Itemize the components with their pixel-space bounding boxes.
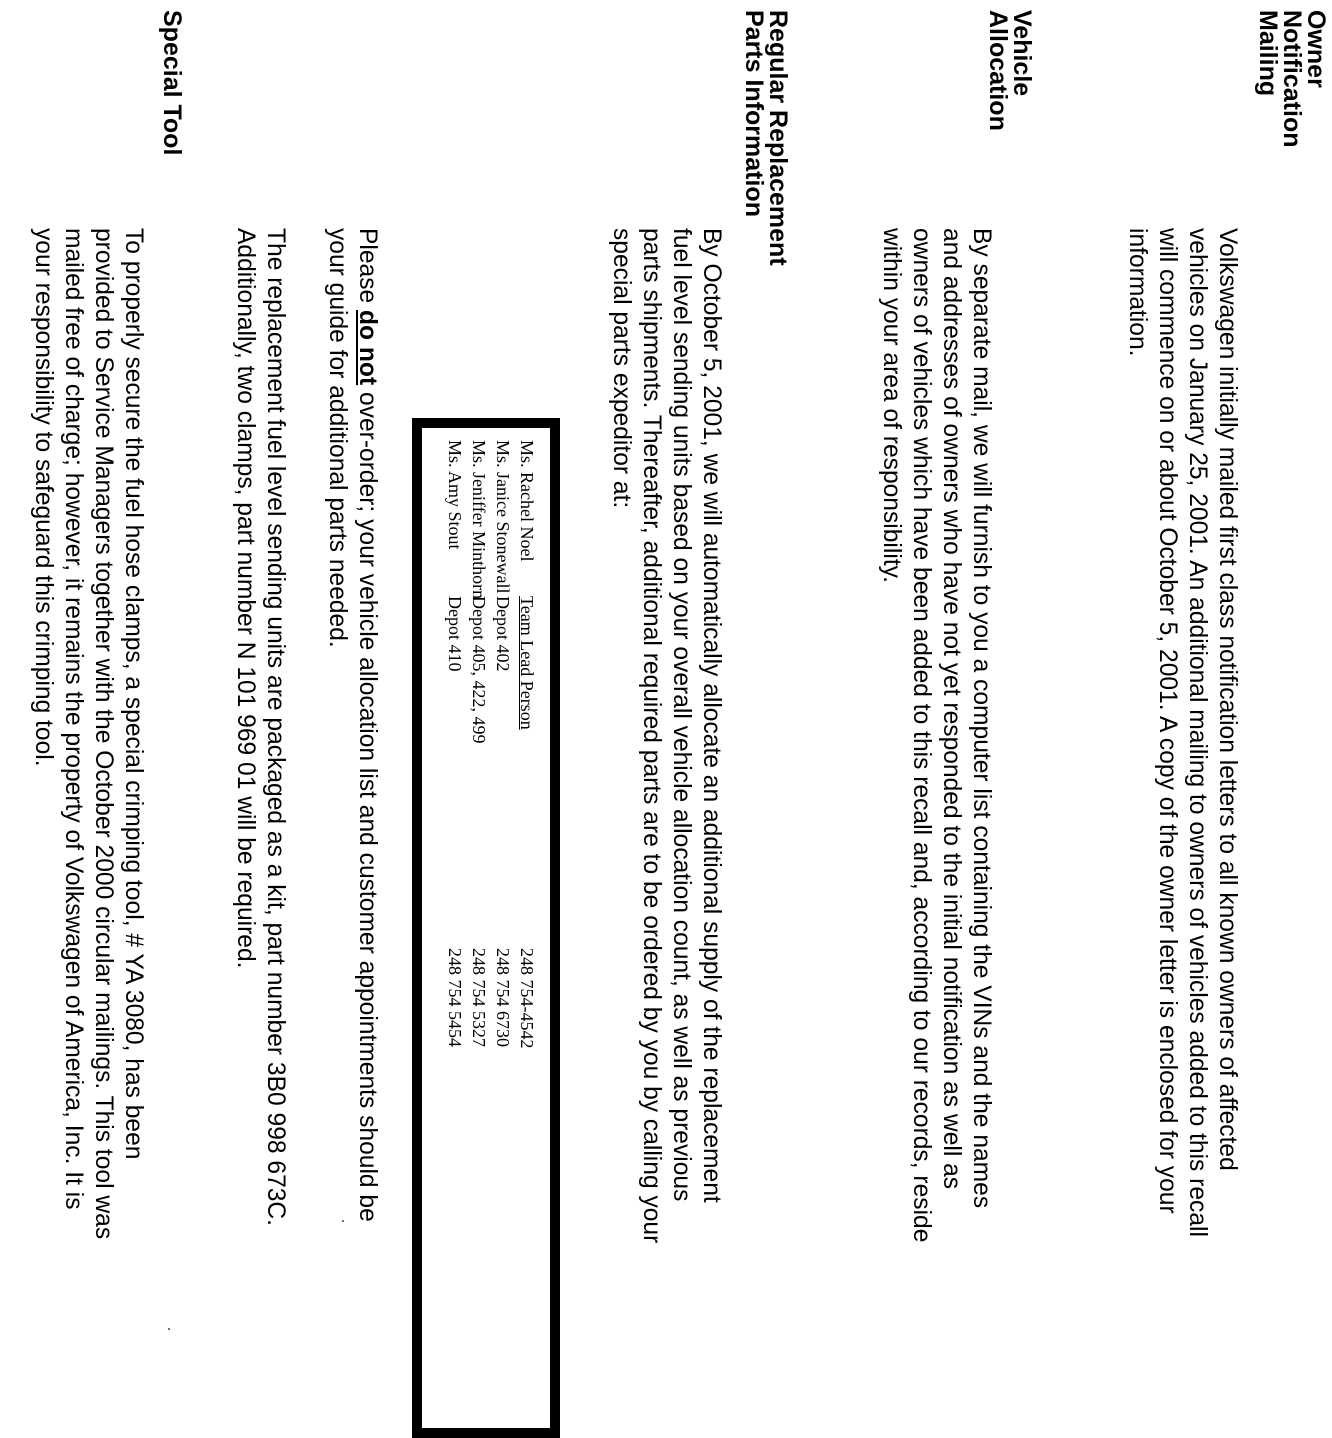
contact-phone: 248 754 5327 — [469, 948, 489, 1047]
contact-name: Ms. Rachel Noel — [517, 440, 537, 562]
expeditor-contact-table — [412, 418, 560, 1438]
contact-name: Ms. Amy Stout — [445, 440, 465, 550]
contact-name: Ms. Jeniffer Minthorn — [469, 440, 489, 600]
over-order-note — [322, 228, 382, 1248]
contact-phone: 248 754 5454 — [445, 948, 465, 1047]
vehicle-allocation-paragraph: By separate mail, we will furnish to you a computer list containing the VINs and the names and addresses of owners who have not yet responded to the initial notification as well as owners of vehicles which have been added to this recall and, according to our records, reside within your area of responsibility. — [878, 228, 995, 1243]
contact-phone: 248 754 6730 — [493, 948, 513, 1047]
contact-depot: Depot 410 — [445, 596, 465, 672]
scan-speck — [342, 1220, 344, 1222]
note-text-start: Please — [354, 228, 381, 311]
parts-information-heading: Regular Replacement Parts Information — [740, 10, 792, 266]
kit-part-number-paragraph: The replacement fuel level sending units are packaged as a kit, part number 3B0 998 673C. Additionally, two clamps, part number N 101 969 01 will be required. — [232, 228, 289, 1227]
owner-mailing-paragraph: Volkswagen initially mailed first class notification letters to all known owners of affected vehicles on January 25, 2001. An additional mailing to owners of vehicles added to this recall will commence on or about October 5, 2001. A copy of the owner letter is enclosed for your information. — [1124, 228, 1241, 1237]
special-tool-heading: Special Tool — [158, 10, 186, 156]
note-text-end: over-order; your vehicle allocation list and customer appointments should be your guide for additional parts needed. — [324, 228, 381, 1222]
vehicle-allocation-heading: Vehicle Allocation — [984, 10, 1036, 131]
parts-information-paragraph: By October 5, 2001, we will automatically allocate an additional supply of the replacement fuel level sending units based on your overall vehicle allocation count, as well as previous parts shipments. Thereafter, additional required parts are to be ordered by you by calling your special parts expeditor at: — [608, 228, 725, 1244]
contact-phone: 248 754-4542 — [517, 948, 537, 1049]
special-tool-paragraph: To properly secure the fuel hose clamps, a special crimping tool, # YA 3080, has been provided to Service Managers together with the October 2000 circular mailings. This tool was mailed free of charge; however, it remains the property of Volkswagen of America, Inc. It is your responsibility to safeguard this crimping tool. — [30, 228, 147, 1240]
contact-depot: Depot 405, 422, 499 — [469, 596, 489, 744]
owner-mailing-heading: Owner Notification Mailing — [1254, 10, 1330, 148]
team-lead-header: Team Lead Person — [517, 596, 537, 730]
contact-depot: Depot 402 — [493, 596, 513, 672]
scan-speck — [168, 1328, 170, 1330]
do-not-emphasis: do not — [354, 310, 381, 386]
contact-name: Ms. Janice Stonewall — [493, 440, 513, 594]
